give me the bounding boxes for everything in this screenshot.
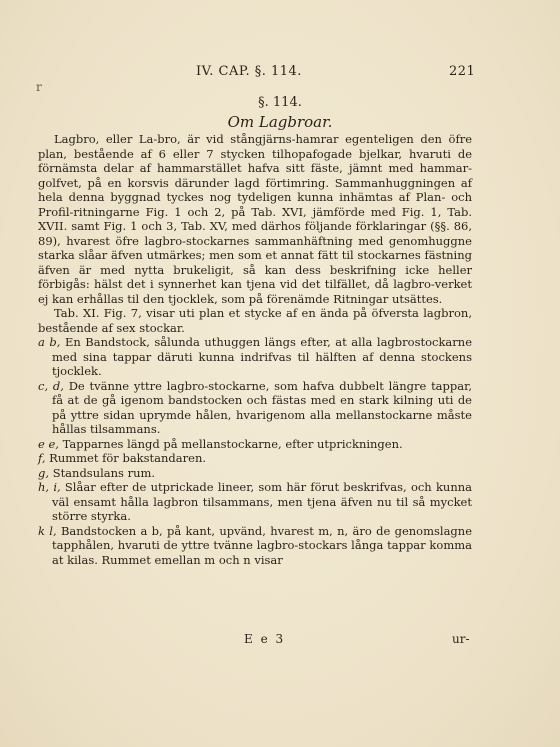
legend-item [38, 451, 472, 466]
legend-item [38, 437, 472, 452]
margin-mark: r [36, 80, 42, 94]
section-number: §. 114. [258, 95, 302, 110]
legend-item-text: Tapparnes längd på mellanstockarne, efter utprickningen. [62, 436, 403, 451]
legend-item [38, 379, 472, 437]
page-number: 221 [449, 64, 476, 79]
legend-item-label: k l, [38, 523, 57, 538]
legend-item-label: c, d, [38, 378, 64, 393]
signature-mark: E e 3 [244, 632, 286, 646]
catchword: ur- [452, 632, 470, 646]
legend-item-text: Slåar efter de utprickade lineer, som här förut beskrifvas, och kunna väl ensamt hålla lagbron tilsammans, men tjena äfven nu til så mycket större styrka. [52, 480, 473, 523]
legend-item-label: a b, [38, 335, 61, 349]
body-text [38, 132, 472, 567]
legend-item-text: De tvänne yttre lagbro-stockarne, som hafva dubbelt längre tappar, få at de gå igenom bandstocken och fästas med en stark kilning uti de på yttre sidan uprymde hålen, hvarigenom alla mellanstockarne måste hållas tilsammans. [52, 378, 473, 436]
legend-item-label: f, [38, 451, 46, 465]
legend-item [38, 466, 472, 481]
legend-item-label: h, i, [38, 480, 61, 494]
legend-item-text: En Bandstock, sålunda uthuggen längs efter, at alla lagbrostockarne med sina tappar däruti kunna indrifvas til hälften af denna stockens tjocklek. [52, 335, 473, 378]
section-title: Om Lagbroar. [227, 113, 333, 131]
legend-item [38, 335, 472, 379]
legend-item-text: Rummet för bakstandaren. [49, 451, 207, 465]
legend-item-label: g, [38, 465, 50, 480]
legend-item [38, 524, 472, 568]
legend-item-text: Bandstocken a b, på kant, upvänd, hvarest m, n, äro de genomslagne tapphålen, hvaruti de yttre tvänne lagbro-stockars långa tappar komma at kilas. Rummet emellan m och n visar [52, 523, 473, 567]
legend-item-label: e e, [38, 436, 59, 451]
legend-item [38, 480, 472, 524]
paragraph-figure: Tab. XI. Fig. 7, visar uti plan et stycke af en ända på öfversta lagbron, bestående af sex stockar. [38, 306, 472, 335]
chapter-heading: IV. CAP. §. 114. [196, 64, 302, 79]
paragraph-intro: Lagbro, eller La-bro, är vid stångjärns-hamrar egenteligen den öfre plan, bestående af 6 eller 7 stycken tilhopafogade bjelkar, hvaruti de förnämsta delar af hammarstället hafva sitt fäste, jämnt med hammar-golfvet, på en korsvis därunder lagd förtimring. Sammanhuggningen af hela denna byggnad tyckes nog tydeligen kunna inhämtas af Plan- och Profil-ritningarne Fig. 1 och 2, på Tab. XVI, jämförde med Fig. 1, Tab. XVII. samt Fig. 1 och 3, Tab. XV, med därhos följande förklaringar (§§. 86, 89), hvarest öfre lagbro-stockarnes sammanhäftning med genomhuggne starka slåar äfven utmärkes; men som et annat fätt til stockarnes fästning äfven är med nytta brukeligit, så kan dess beskrifning icke heller förbigås: hälst det i synnerhet kan tjena vid det tilfället, då lagbro-verket ej kan erhållas til den tjocklek, som på förenämde Ritningar utsättes. [38, 132, 472, 306]
page-footer [0, 632, 560, 648]
running-head [0, 64, 560, 82]
legend-item-text: Standsulans rum. [52, 465, 156, 480]
